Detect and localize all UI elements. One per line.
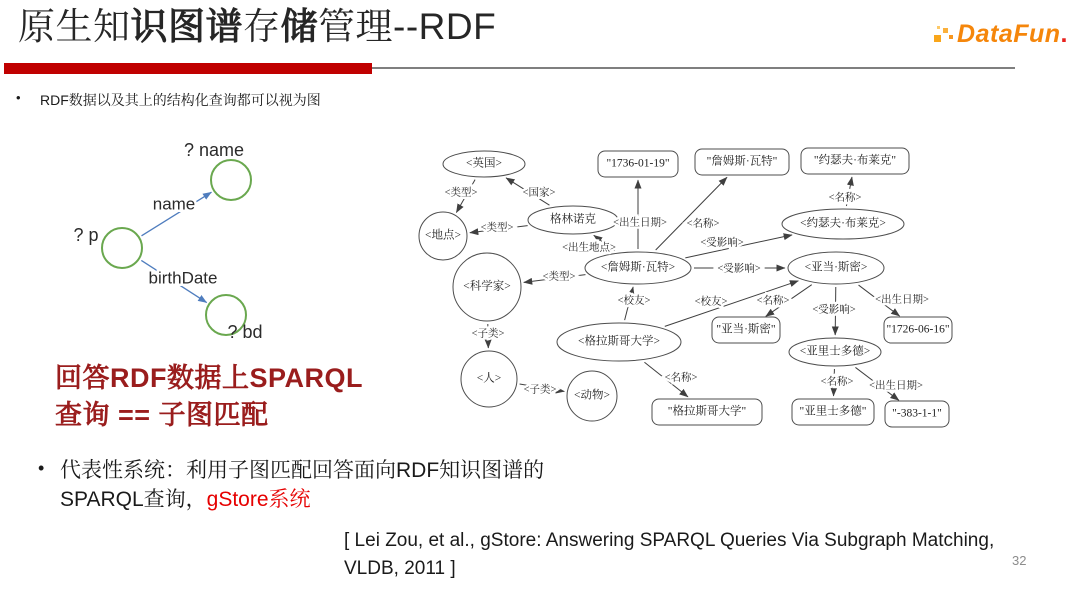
edge-label: <类型> <box>480 222 514 234</box>
rdf-data-graph-label-animal: <动物> <box>574 389 610 402</box>
edge-label: <出生日期> <box>875 294 929 306</box>
title-segment: 识图谱 <box>130 6 243 47</box>
edge-label: <名称> <box>820 376 854 388</box>
edge-label: <出生日期> <box>869 380 923 392</box>
rdf-data-graph-label-lblack: "约瑟夫·布莱克" <box>813 154 897 167</box>
edge-label: <类型> <box>444 187 478 199</box>
title-segment: 管理--RDF <box>318 6 497 47</box>
bullet-representative-system <box>38 456 544 514</box>
bullet2-line-1: 代表性系统：利用子图匹配回答面向RDF知识图谱的 <box>60 459 545 482</box>
rdf-data-graph-label-lglasgow: "格拉斯哥大学" <box>667 405 747 418</box>
bullet-text: RDF数据以及其上的结构化查询都可以视为图 <box>40 92 321 108</box>
sparql-query-graph-label-bd: ? bd <box>227 321 263 342</box>
rdf-data-graph-label-glasgow: <格拉斯哥大学> <box>578 335 660 348</box>
rdf-data-graph-label-smith: <亚当·斯密> <box>804 261 868 274</box>
sparql-equals-subgraph-heading <box>55 360 363 434</box>
bullet-dot: • <box>38 458 45 478</box>
rdf-data-graph-label-black: <约瑟夫·布莱克> <box>800 217 886 230</box>
citation <box>344 527 994 583</box>
edge-label: <子类> <box>523 384 557 396</box>
edge-label: <名称> <box>664 372 698 384</box>
edge-label: <受影响> <box>812 304 856 316</box>
gstore-highlight: gStore系统 <box>206 488 311 511</box>
bullet2-line-2 <box>60 485 544 514</box>
edge-label: <名称> <box>686 218 720 230</box>
bullet2-line2-black: SPARQL查询， <box>60 488 207 511</box>
citation-line-2: VLDB, 2011 ] <box>344 558 456 579</box>
sparql-query-graph-label-p: ? p <box>73 224 99 245</box>
rdf-data-graph-label-lsmith: "亚当·斯密" <box>716 323 776 336</box>
heading-line-2: 查询 == 子图匹配 <box>55 400 269 430</box>
logo-word: DataFun <box>957 20 1061 48</box>
title-segment: 存 <box>243 6 281 47</box>
rdf-data-graph-label-d1726: "1726-06-16" <box>886 323 950 336</box>
sparql-query-graph <box>73 140 262 342</box>
title-segment: 原生知 <box>18 6 131 47</box>
edge-label: birthDate <box>148 268 218 288</box>
sparql-query-graph-label-name: ? name <box>183 139 245 160</box>
rdf-data-graph-label-uk: <英国> <box>466 157 502 170</box>
title-segment: 储 <box>280 6 318 47</box>
edge-label: <类型> <box>542 271 576 283</box>
edge-label: <名称> <box>756 295 790 307</box>
rdf-data-graph-label-lwatt: "詹姆斯·瓦特" <box>706 155 778 168</box>
edge-label: <出生地点> <box>562 242 616 254</box>
edge-label: <子类> <box>471 328 505 340</box>
bullet-text-lines <box>60 456 544 514</box>
edge-label: <名称> <box>828 192 862 204</box>
bullet-dot: • <box>16 90 21 105</box>
edge-label: <受影响> <box>717 263 761 275</box>
rdf-data-graph-label-laristotle: "亚里士多德" <box>799 405 867 418</box>
page-number: 32 <box>1012 553 1027 568</box>
rdf-data-graph-label-scientist: <科学家> <box>463 280 511 293</box>
edge-label: <受影响> <box>700 237 744 249</box>
rdf-data-graph <box>419 148 952 427</box>
edge-label: <国家> <box>522 187 556 199</box>
edge-label: <出生日期> <box>613 217 667 229</box>
rdf-data-graph-label-d383: "-383-1-1" <box>892 407 942 420</box>
rdf-data-graph-label-greenock: 格林诺克 <box>550 213 596 226</box>
heading-line-1: 回答RDF数据上SPARQL <box>55 363 363 393</box>
sparql-query-graph-node-p <box>102 228 142 268</box>
edge-label: <校友> <box>617 295 651 307</box>
edge-label: name <box>152 194 196 214</box>
logo-period: . <box>1060 20 1068 48</box>
citation-line-1: [ Lei Zou, et al., gStore: Answering SPARQL Queries Via Subgraph Matching, <box>344 530 995 551</box>
rdf-data-graph-label-aristotle: <亚里士多德> <box>799 345 871 358</box>
rdf-data-graph-label-watt: <詹姆斯·瓦特> <box>600 261 676 274</box>
sparql-query-graph-node-name <box>211 160 251 200</box>
rdf-data-graph-label-place: <地点> <box>425 229 461 242</box>
edge-label: <校友> <box>694 296 728 308</box>
rdf-data-graph-label-human: <人> <box>476 372 502 385</box>
rdf-data-graph-label-d1736: "1736-01-19" <box>606 157 670 170</box>
